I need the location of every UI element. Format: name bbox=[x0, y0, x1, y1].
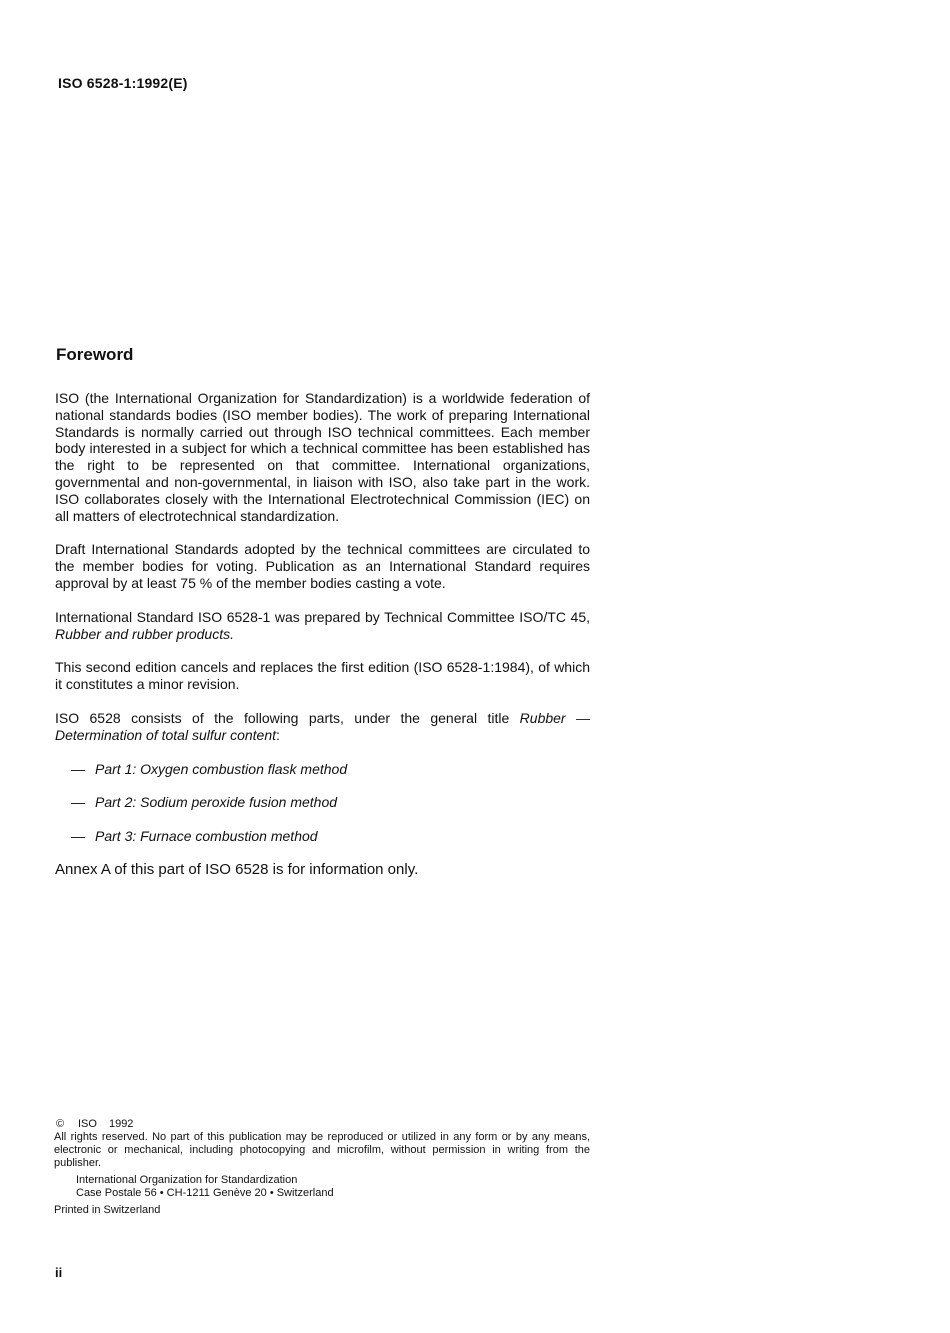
copyright-line bbox=[54, 1118, 590, 1131]
foreword-paragraph-5 bbox=[55, 710, 590, 744]
dash-marker: — bbox=[71, 794, 85, 811]
foreword-paragraph-3 bbox=[55, 609, 590, 643]
part-label: Part 2: Sodium peroxide fusion method bbox=[95, 794, 338, 811]
copyright-block bbox=[54, 1118, 590, 1217]
foreword-paragraph-2: Draft International Standards adopted by the technical committees are circulated to the member bodies for voting. Publication as an International Standard requires approval by at least 75 % of the member bodies casting a vote. bbox=[55, 541, 590, 591]
dash-marker: — bbox=[71, 760, 85, 777]
list-item bbox=[71, 761, 590, 778]
committee-title: Rubber and rubber products. bbox=[55, 625, 234, 642]
publisher-address bbox=[76, 1174, 590, 1200]
general-title: Rubber — Determination of total sulfur content bbox=[55, 709, 590, 743]
publisher-name: International Organization for Standardization bbox=[76, 1174, 298, 1186]
copyright-owner: ISO bbox=[78, 1118, 97, 1130]
printed-notice: Printed in Switzerland bbox=[54, 1204, 161, 1216]
rights-statement: All rights reserved. No part of this publication may be reproduced or utilized in any form or by any means, electronic or mechanical, including photocopying and microfilm, without permission in writing from the publisher. bbox=[54, 1131, 590, 1169]
list-item bbox=[71, 794, 590, 811]
foreword-body bbox=[55, 390, 590, 896]
copyright-year: 1992 bbox=[108, 1118, 134, 1130]
paragraph-3-text: International Standard ISO 6528-1 was prepared by Technical Committee ISO/TC 45, bbox=[55, 608, 590, 625]
publisher-location: Case Postale 56 • CH-1211 Genève 20 • Switzerland bbox=[76, 1187, 334, 1199]
part-label: Part 1: Oxygen combustion flask method bbox=[95, 760, 348, 777]
paragraph-5-tail: : bbox=[276, 726, 280, 743]
foreword-paragraph-4: This second edition cancels and replaces the first edition (ISO 6528-1:1984), of which it constitutes a minor revision. bbox=[55, 659, 590, 693]
page-number: ii bbox=[55, 1265, 63, 1280]
list-item bbox=[71, 828, 590, 845]
document-identifier: ISO 6528-1:1992(E) bbox=[58, 75, 188, 91]
paragraph-5-text: ISO 6528 consists of the following parts, under the general title bbox=[55, 709, 520, 726]
dash-marker: — bbox=[71, 828, 85, 845]
annex-note: Annex A of this part of ISO 6528 is for information only. bbox=[55, 860, 419, 878]
parts-list bbox=[55, 761, 590, 845]
foreword-heading: Foreword bbox=[56, 345, 134, 364]
foreword-paragraph-1: ISO (the International Organization for Standardization) is a worldwide federation of national standards bodies (ISO member bodies). The work of preparing International Standards is normally carried out through ISO technical committees. Each member body interested in a subject for which a technical committee has been established has the right to be represented on that committee. International organizations, governmental and non-governmental, in liaison with ISO, also take part in the work. ISO collaborates closely with the International Electrotechnical Commission (IEC) on all matters of electrotechnical standardization. bbox=[55, 390, 590, 524]
copyright-icon: © bbox=[55, 1118, 65, 1130]
part-label: Part 3: Furnace combustion method bbox=[95, 828, 318, 845]
